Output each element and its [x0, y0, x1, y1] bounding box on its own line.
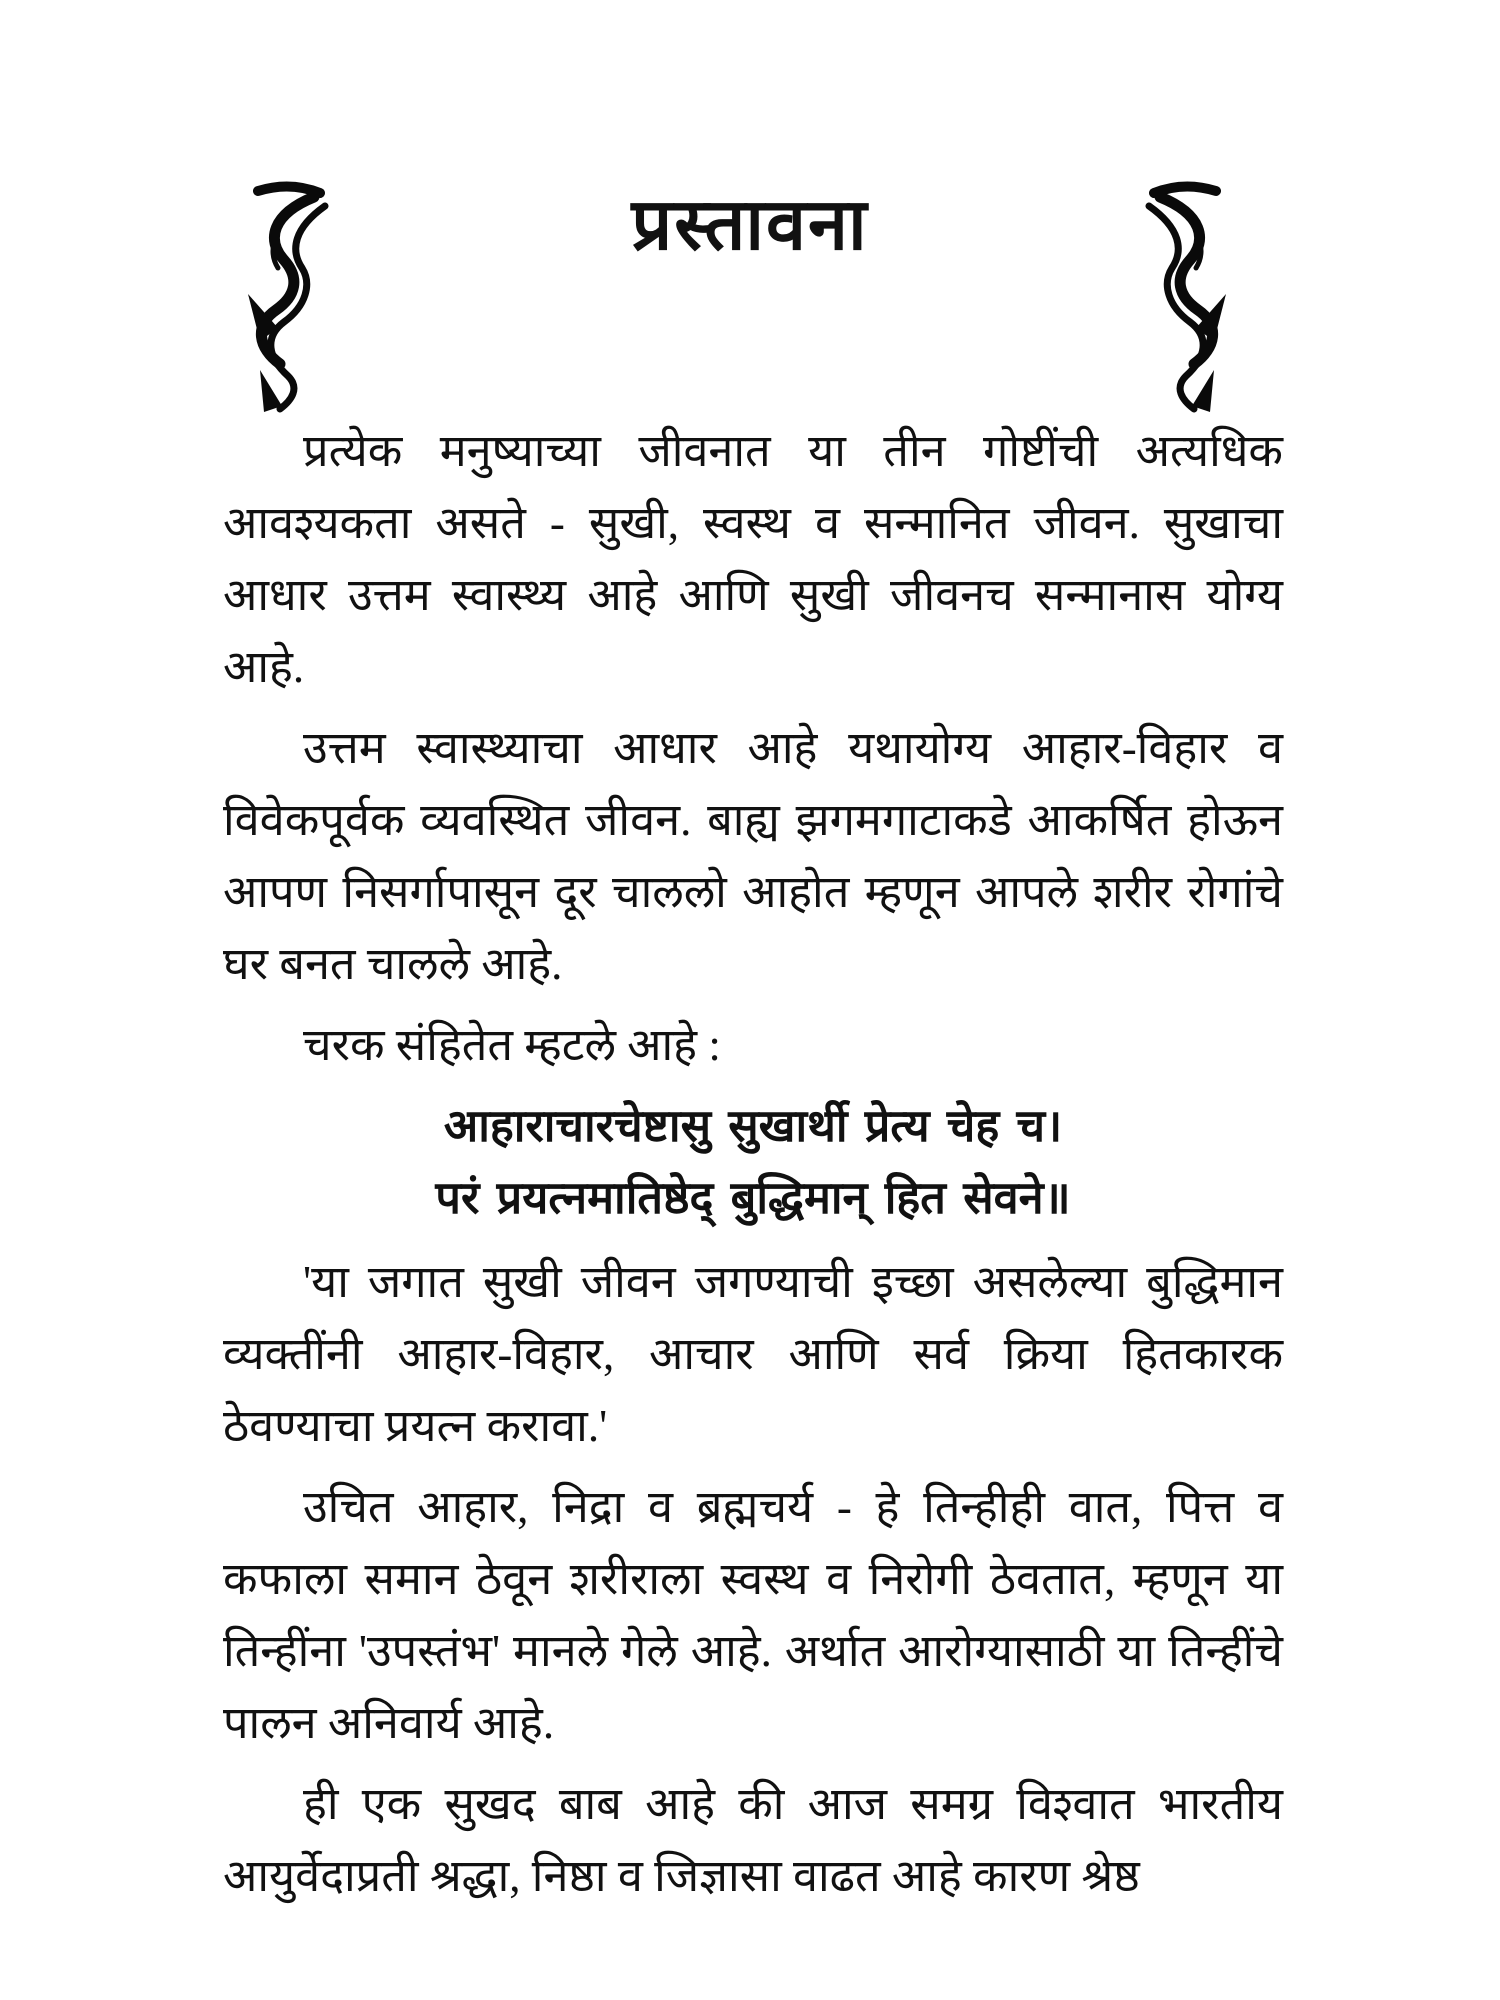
page-header: [0, 178, 1500, 418]
paragraph-2: उत्तम स्वास्थ्याचा आधार आहे यथायोग्य आहार-विहार व विवेकपूर्वक व्यवस्थित जीवन. बाह्य झगमगाटाकडे आकर्षित होऊन आपण निसर्गापासून दूर चाललो आहोत म्हणून आपले शरीर रोगांचे घर बनत चालले आहे.: [223, 723, 1283, 989]
verse-line-1: आहाराचारचेष्टासु सुखार्थी प्रेत्य चेह च।: [443, 1101, 1063, 1151]
paragraph-3: 'या जगात सुखी जीवन जगण्याची इच्छा असलेल्या बुद्धिमान व्यक्तींनी आहार-विहार, आचार आणि सर्व क्रिया हितकारक ठेवण्याचा प्रयत्न करावा.': [223, 1257, 1283, 1451]
calligraphic-flourish-mirrored-icon: [1136, 178, 1242, 413]
quote-intro: चरक संहितेत म्हटले आहे :: [303, 1020, 721, 1070]
sanskrit-verse: [223, 1090, 1283, 1234]
verse-line-2: परं प्रयत्नमातिष्ठेद् बुद्धिमान् हित सेवने॥: [435, 1173, 1071, 1223]
paragraph-5: ही एक सुखद बाब आहे की आज समग्र विश्वात भारतीय आयुर्वेदाप्रती श्रद्धा, निष्ठा व जिज्ञासा वाढत आहे कारण श्रेष्ठ: [223, 1779, 1283, 1901]
body-text: [223, 415, 1283, 1921]
paragraph-1: प्रत्येक मनुष्याच्या जीवनात या तीन गोष्टींची अत्यधिक आवश्यकता असते - सुखी, स्वस्थ व सन्मानित जीवन. सुखाचा आधार उत्तम स्वास्थ्य आहे आणि सुखी जीवनच सन्मानास योग्य आहे.: [223, 426, 1283, 692]
paragraph-4: उचित आहार, निद्रा व ब्रह्मचर्य - हे तिन्हीही वात, पित्त व कफाला समान ठेवून शरीराला स्वस्थ व निरोगी ठेवतात, म्हणून या तिन्हींना 'उपस्तंभ' मानले गेले आहे. अर्थात आरोग्यासाठी या तिन्हींचे पालन अनिवार्य आहे.: [223, 1482, 1283, 1748]
page-title: प्रस्तावना: [631, 185, 869, 265]
